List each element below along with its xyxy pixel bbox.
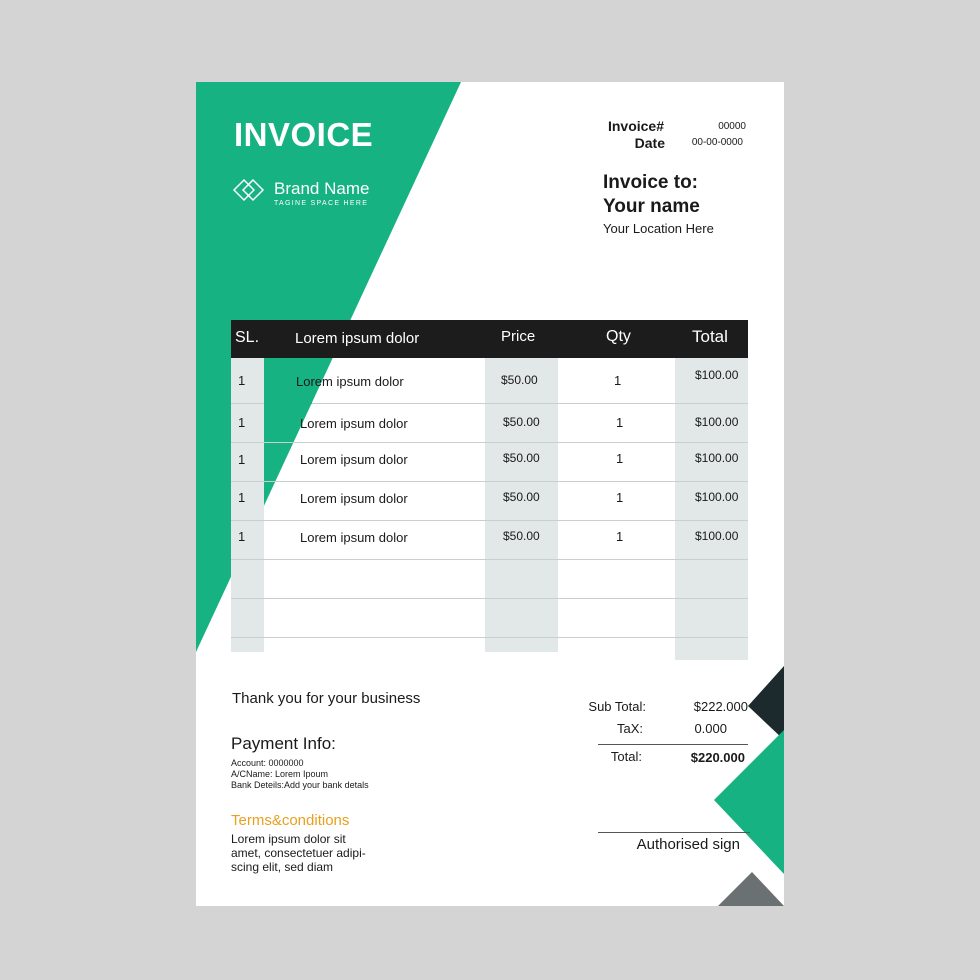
authorised-sign-label: Authorised sign <box>636 836 740 853</box>
row-price: $50.00 <box>503 415 540 429</box>
row-sl: 1 <box>238 529 246 544</box>
row-total: $100.00 <box>695 490 739 504</box>
brand-name: Brand Name <box>274 179 370 198</box>
header-description: Lorem ipsum dolor <box>295 330 420 347</box>
row-qty: 1 <box>616 415 624 430</box>
terms-line: scing elit, sed diam <box>231 860 334 874</box>
thank-you-note: Thank you for your business <box>232 690 421 707</box>
row-description: Lorem ipsum dolor <box>300 530 408 545</box>
row-price: $50.00 <box>503 451 540 465</box>
row-divider <box>231 481 748 482</box>
row-qty: 1 <box>616 490 624 505</box>
row-divider <box>231 598 748 599</box>
row-description: Lorem ipsum dolor <box>296 374 404 389</box>
row-total: $100.00 <box>695 415 739 429</box>
dark-triangle <box>748 666 784 740</box>
payment-account-name: A/CName: Lorem Ipoum <box>231 769 329 779</box>
invoice-title: INVOICE <box>234 116 374 153</box>
payment-bank-details: Bank Deteils:Add your bank detals <box>231 780 369 790</box>
subtotal-label: Sub Total: <box>588 699 646 714</box>
payment-account: Account: 0000000 <box>231 758 304 768</box>
header-qty: Qty <box>606 328 631 345</box>
row-divider <box>231 559 748 560</box>
invoice-number-value: 00000 <box>718 121 746 132</box>
row-divider <box>231 520 748 521</box>
payment-info-title: Payment Info: <box>231 734 336 753</box>
row-qty: 1 <box>616 451 624 466</box>
gray-triangle <box>718 872 784 906</box>
invoice-page <box>196 82 784 906</box>
signature-line <box>598 832 750 833</box>
row-price: $50.00 <box>503 529 540 543</box>
row-price: $50.00 <box>501 373 538 387</box>
diamond-logo-icon <box>232 178 266 202</box>
total-label: Total: <box>610 749 642 764</box>
invoice-number-label: Invoice# <box>607 118 664 134</box>
tax-value: 0.000 <box>694 721 727 736</box>
row-sl: 1 <box>238 373 246 388</box>
row-price: $50.00 <box>503 490 540 504</box>
row-qty: 1 <box>614 373 622 388</box>
row-description: Lorem ipsum dolor <box>300 452 408 467</box>
terms-title: Terms&conditions <box>231 812 350 829</box>
total-value: $220.000 <box>690 750 745 765</box>
row-divider <box>231 637 748 638</box>
row-sl: 1 <box>238 490 246 505</box>
summary-divider <box>598 744 748 745</box>
client-location: Your Location Here <box>603 221 714 236</box>
terms-line: Lorem ipsum dolor sit <box>231 832 346 846</box>
client-name: Your name <box>603 196 700 217</box>
date-label: Date <box>634 135 665 151</box>
row-description: Lorem ipsum dolor <box>300 491 408 506</box>
header-price: Price <box>501 328 536 345</box>
row-sl: 1 <box>238 415 246 430</box>
tax-label: TaX: <box>616 721 643 736</box>
header-total: Total <box>692 327 728 346</box>
date-value: 00-00-0000 <box>691 137 743 148</box>
row-qty: 1 <box>616 529 624 544</box>
row-total: $100.00 <box>695 529 739 543</box>
row-total: $100.00 <box>695 451 739 465</box>
terms-body <box>231 832 401 874</box>
row-sl: 1 <box>238 452 246 467</box>
subtotal-value: $222.000 <box>693 699 748 714</box>
row-divider <box>231 442 748 443</box>
row-total: $100.00 <box>695 368 739 382</box>
header-sl: SL. <box>235 329 260 346</box>
brand-tagline: TAGINE SPACE HERE <box>274 200 369 207</box>
row-description: Lorem ipsum dolor <box>300 416 408 431</box>
invoice-to-label: Invoice to: <box>603 172 699 193</box>
row-divider-accent <box>264 402 312 404</box>
table-header <box>231 320 748 358</box>
terms-line: amet, consectetuer adipi- <box>231 846 366 860</box>
